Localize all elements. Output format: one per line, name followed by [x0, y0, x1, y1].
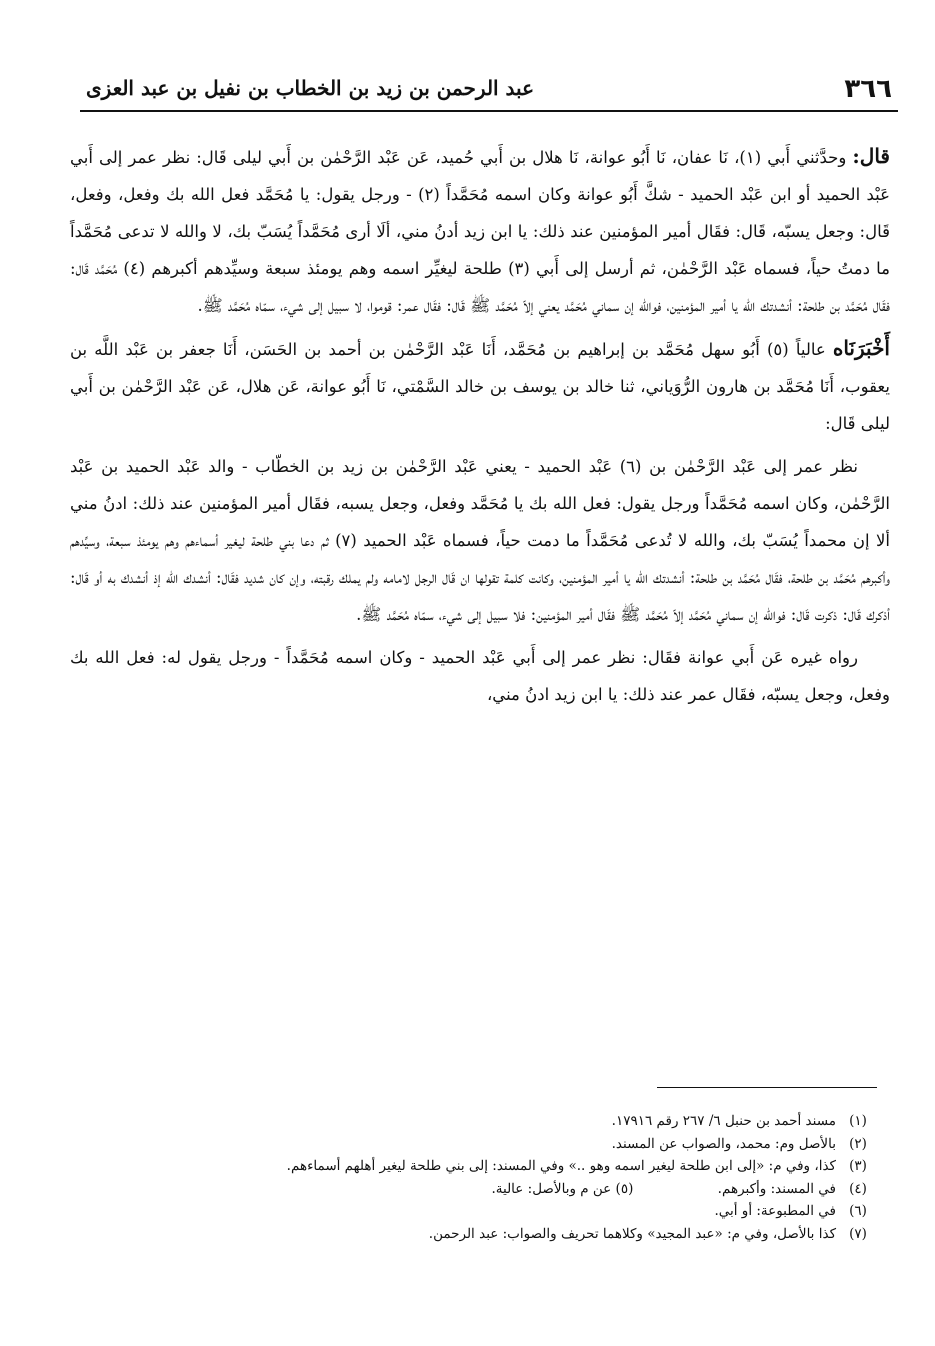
footnote-text-part: عن م وبالأصل: عالية.	[491, 1180, 612, 1197]
footnote-number: (١)	[849, 1113, 867, 1129]
footnote-number: (٧)	[849, 1225, 867, 1242]
paragraph-text: نظر عمر إلى عَبْد الرَّحْمٰن بن (٦) عَبْد الحميد - يعني عَبْد الرَّحْمٰن بن زيد بن الخطّاب - والد عَبْد الحميد بن عَبْد الرَّحْمٰن، وكان اسمه مُحَمَّداً ورجل يقول: فعل الله بك يا مُحَمَّد وفعل، وجعل يسبه، فقَال أمير المؤمنين عند ذلك: ادنُ مني ألا إن محمداً يُسَبّ بك، والله لا تُدعى مُحَمَّداً ما دمت حياً، فسماه عَبْد الحميد (٧) ثم دعا بني طلحة ليغير أسماءهم وهم يومئذ سبعة، وسيِّدهم وأكبرهم مُحَمَّد بن طلحة، فقَال مُحَمَّد بن طلحة: أنشدتك الله يا أمير المؤمنين، وكانت كلمة تقولها ان قَال الرجل لامامه ولم يملك رقبته، وإن كان شديد فقَال: أنشدك الله إذ أنشدك به أو قَال: أذكرك قَال: ذكرت قَال: فوالله إن سماني مُحَمَّد إلاّ مُحَمَّد ﷺ فقَال أمير المؤمنين: فلا سبيل إلى شيء، سمّاه مُحَمَّد ﷺ.	[70, 457, 890, 624]
footnote-number: (٣)	[849, 1158, 867, 1174]
footnote	[80, 1110, 880, 1133]
paragraph	[70, 138, 890, 324]
footnote-number: (٤)	[849, 1180, 867, 1197]
main-text	[70, 138, 890, 719]
paragraph-lead: قال:	[852, 144, 890, 168]
page-number: ٣٦٦	[844, 74, 892, 104]
footnote-text: كذا بالأصل، وفي م: «عبد المجيد» وكلاهما تحريف والصواب: عبد الرحمن.	[428, 1225, 836, 1242]
footnote-text: في المطبوعة: أو أبي.	[714, 1203, 836, 1219]
footnote-text: كذا، وفي م: «إلى ابن طلحة ليغير اسمه وهو ..» وفي المسند: إلى بني طلحة ليغير أهلهم أسماءهم.	[286, 1158, 836, 1174]
footnote-text: مسند أحمد بن حنبل ٦/ ٢٦٧ رقم ١٧٩١٦.	[611, 1113, 836, 1129]
footnote-number: (٥)	[615, 1180, 634, 1197]
footnote-text: بالأصل وم: محمد، والصواب عن المسند.	[611, 1135, 836, 1152]
footnote-text	[80, 1178, 836, 1201]
footnote-text-part: في المسند: وأكبرهم.	[717, 1180, 836, 1197]
footnote	[80, 1178, 880, 1201]
paragraph	[70, 448, 890, 633]
footnote-inline	[491, 1178, 633, 1201]
footnote	[80, 1200, 880, 1223]
footnote	[80, 1223, 880, 1246]
paragraph-text: عالياً (٥) أَبُو سهل مُحَمَّد بن إبراهيم بن مُحَمَّد، أَنَا عَبْد الرَّحْمٰن بن أحمد بن الحَسَن، أَنَا جعفر بن عَبْد اللَّه بن يعقوب، أَنَا مُحَمَّد بن هارون الرُّوَياني، ثنا خالد بن يوسف بن خالد السَّمْتي، نَا أَبُو عوانة، عَن هلال، عَن عَبْد الرَّحْمٰن بن أَبي ليلى قَال:	[70, 340, 890, 433]
paragraph	[70, 639, 890, 713]
paragraph-text: رواه غيره عَن أَبي عوانة فقَال: نظر عمر إلى أَبي عَبْد الحميد - وكان اسمه مُحَمَّداً - ورجل يقول له: فعل الله بك وفعل، وجعل يسبّه، فقَال عمر عند ذلك: يا ابن زيد ادنُ مني،	[70, 648, 890, 704]
footnote-divider	[657, 1087, 877, 1088]
paragraph-text: وحدَّثني أَبي (١)، نَا عفان، نَا أَبُو عوانة، نَا هلال بن أَبي حُميد، عَن عَبْد الرَّحْمٰن بن أَبي ليلى قَال: نظر عمر إلى أَبي عَبْد الحميد أو ابن عَبْد الحميد - شكَّ أَبُو عوانة وكان اسمه مُحَمَّداً (٢) - ورجل يقول: يا مُحَمَّد فعل الله بك وفعل، وفعل، قَال: وجعل يسبّه، قَال: فقَال أمير المؤمنين عند ذلك: يا ابن زيد أدنُ مني، ألَا أرى مُحَمَّداً يُسَبّ بك، لا والله لا تدعى مُحَمَّداً ما دمتُ حياً، فسماه عَبْد الرَّحْمٰن، ثم أرسل إلى أَبي (٣) طلحة ليغيِّر اسمه وهم يومئذ سبعة وسيِّدهم أكبرهم (٤) مُحَمَّد قَال: فقَال مُحَمَّد بن طلحة: أنشدتك الله يا أمير المؤمنين، فوالله إن سماني مُحَمَّد يعني إلاّ مُحَمَّد ﷺ قَال: فقَال عمر: قوموا، لا سبيل إلى شيء، سمّاه مُحَمَّد ﷺ.	[70, 148, 890, 315]
footnotes	[80, 1110, 880, 1245]
footnote-number: (٦)	[849, 1203, 867, 1219]
footnote	[80, 1155, 880, 1178]
footnote-number: (٢)	[849, 1135, 867, 1152]
footnote	[80, 1133, 880, 1156]
paragraph-lead: أَخْبَرَنَاه	[832, 336, 890, 360]
paragraph	[70, 330, 890, 442]
page-header	[80, 66, 898, 112]
running-title: عبد الرحمن بن زيد بن الخطاب بن نفيل بن عبد العزى	[86, 76, 535, 100]
